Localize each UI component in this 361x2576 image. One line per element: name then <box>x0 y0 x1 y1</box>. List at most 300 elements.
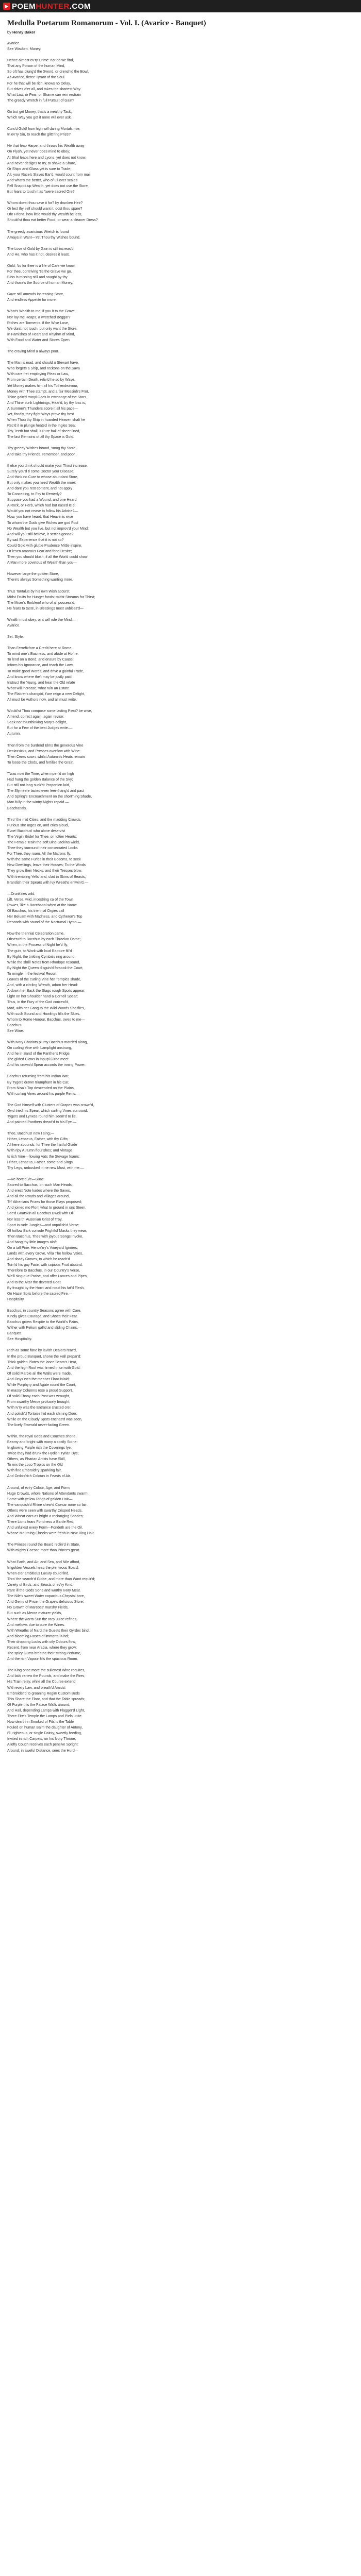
poem-line: What Law, or Fear, or Shame can rein restrain <box>7 93 81 97</box>
poem-line: From Nisa's Top descended on the Plains, <box>7 1086 75 1090</box>
poem-stanza <box>7 1485 162 1537</box>
poem-line: Lift. Verse, wild, incestring ca of the Town <box>7 897 73 902</box>
poem-line: And Gems of Price, the Grape's delicious Store; <box>7 1600 84 1604</box>
poem-line: The Nile's sweet Water capacious Chrystal bore, <box>7 1595 85 1599</box>
poem-line: On curling Vine with Lamplight unstrung, <box>7 1046 72 1050</box>
poem-line: And will you still believe, it settles gonna? <box>7 532 74 536</box>
poem-line: Now dearth in Smoked of Fits is the Table <box>7 1720 74 1724</box>
poem-line: By Tygers drawn triumphant in his Car, <box>7 1080 70 1084</box>
poem-line: The last Remains of all thy Space is Gold. <box>7 435 74 439</box>
poem-line: What will increase, what ruin an Estate. <box>7 686 71 690</box>
poem-line: But for a Few of the best Judges write.— <box>7 726 73 731</box>
poem-line: Evoe! Bacchus! who alone deserv'st <box>7 829 65 833</box>
poem-line: The Man is mad, and should a Stewart have, <box>7 361 79 365</box>
poem-line: Variety of Birds, and Beasts of ev'ry Kind, <box>7 1583 74 1587</box>
poem-line: 'Twas now the Time, when ripen'd on high <box>7 772 74 776</box>
site-logo[interactable] <box>3 2 91 11</box>
poem-stanza <box>7 1131 162 1171</box>
poem-line: Thy Legs, unbusked in ne new Must, with me.— <box>7 1166 85 1170</box>
poem-line: And think no Cure to whose abundant Store, <box>7 475 78 479</box>
poem-line: From certain Death, reliv'd he so by Wave. <box>7 378 75 382</box>
poem-line: Invited in rich Carpets, on his Ivory Throne, <box>7 1737 76 1741</box>
poem-line: Kindly gives Courage, and Shoes their Fear. <box>7 1315 78 1318</box>
poem-line: The spicy Gums breathe their strong Perfume, <box>7 1652 81 1656</box>
poem-line: Leaves of the curling Vine her Temples shade, <box>7 978 81 982</box>
poem-line: And to the Altar the devoted Goat <box>7 1280 61 1284</box>
poem-line: Thus Tantalus by his own Wish accurst, <box>7 589 71 594</box>
poem-line: And Thine sunk Lightnings, Hear'd, by thy loss is, <box>7 401 86 405</box>
poem-line: Then Ceres sown, whilst Autumn's Heats remain <box>7 755 85 759</box>
poem-line: But such as Meroe maturer yields, <box>7 1612 62 1616</box>
poem-line: Declassicks, and Presses overflow with Wine: <box>7 749 80 753</box>
poem-line: Autumn. <box>7 732 21 736</box>
poem-line: Beamy and bright with many a costly Stone: <box>7 1440 78 1444</box>
poem-line: Than Ferrefixfore a Credit here at Rome, <box>7 647 73 651</box>
poem-line: Nor lay me Heaps, a wretched Beggar? <box>7 315 71 319</box>
poem-line: Rec'd it in plunge heated in the Ingles Sea; <box>7 424 76 428</box>
poem-line: Of hollow Bark corrode Frightful Masks they wear, <box>7 1229 87 1233</box>
poem-line: Banquet. <box>7 1332 22 1336</box>
poem-line: And know where the't may be justly paid. <box>7 675 73 679</box>
poem-line: The Virgin Bride! for Thee, on loftier Hearts; <box>7 835 77 839</box>
poem-line: The gilded Claws in Inpupl Girde meet. <box>7 1058 70 1062</box>
poem-line: Thick golden Plates the lance Beam's Heat, <box>7 1360 77 1364</box>
poem-stanza <box>7 1040 162 1068</box>
poem-line: Of solid Marble all the Walls were made, <box>7 1371 72 1376</box>
poem-line: He that leap Harpe, and throws his Wealth away <box>7 144 85 148</box>
poem-line: We durst not touch, but only want the Store. <box>7 327 78 331</box>
poem-line: All here abounds: for Thee the fruitful Glade <box>7 1143 77 1147</box>
poem-line: A lofty Couch receives each pensive Spright: <box>7 1743 79 1747</box>
poem-line: Bliss is missing still and sought by thy <box>7 276 68 280</box>
poem-line: Nor less th' Ausonian Grist of Troy, <box>7 1217 63 1222</box>
poem-line: Or lesen amorous Fear and fond Desire; <box>7 550 72 554</box>
poem-line: To loose the Clods, and fertilize the Grain. <box>7 760 74 765</box>
poem-line: Th' Athenians Prizes for those Plays proposed; <box>7 1200 82 1205</box>
poem-line: While on the Cloudy Spots enchas'd was seen, <box>7 1417 83 1421</box>
logo-mark-icon: ▶ <box>3 3 10 10</box>
poem-line: Riches are Torments, if the Wise Lose, <box>7 321 69 325</box>
poem-line: And those's the Source of human Money. <box>7 281 73 285</box>
logo-word-hunter: HUNTER <box>36 2 70 11</box>
poem-line: With ripy Autumn flourishes; and Vintage <box>7 1149 72 1153</box>
poem-line: Lands with every Grove, Villa The hollow Vales, <box>7 1252 84 1256</box>
poem-line: Thy Teeth but shall, it Pure hall of sheer lined, <box>7 430 80 434</box>
poem-line: Gave still amends increasing Store, <box>7 293 64 297</box>
poem-line: Bacchus grows Respite to the World's Pains, <box>7 1320 79 1325</box>
poem-line: Thee, Bacchus! now I sing;— <box>7 1132 55 1136</box>
poem-line: With mighty Caesar, more than Princes great. <box>7 1549 80 1553</box>
poem-line: —Drunk'nes wild, <box>7 892 36 896</box>
poem-line: They grow their Necks, and their Tresses blow, <box>7 869 83 873</box>
poem-stanza <box>7 349 162 354</box>
poem-line: Her Beluam with Madness, and Cytheron's Top <box>7 915 83 919</box>
poem-line: Set. Style. <box>7 635 24 639</box>
poem-line: All, your Race's Slaves Ear'd, would count from mail <box>7 173 91 177</box>
poem-line: Rich as some fane by lavish Dealers rear'd, <box>7 1349 77 1353</box>
poem-line: Oh! Friend, how little would thy Wealth be less, <box>7 213 83 217</box>
poem-line: In golden Vessels heap the plenteous Board; <box>7 1566 79 1570</box>
poem-line: Within, the royal Beds and Couches shone, <box>7 1434 77 1438</box>
poem-line: And he in Band of the Panther's Pridge, <box>7 1052 71 1056</box>
poem-line: Hospitality. <box>7 1297 25 1301</box>
poem-line: With Ivory Chariots plumy Bacchus march'd along, <box>7 1040 88 1044</box>
poem-line: Gold, 'tis for thee is a life of Care we know, <box>7 264 76 268</box>
poem-line: Rare ill the Gods Sons and worthy Ivory Meat. <box>7 1589 81 1593</box>
author-prefix: by <box>7 30 11 35</box>
poem-line: Suppose you had a Wound, and one Heard <box>7 498 77 502</box>
poem-line: With care fret employing Pleas or Law, <box>7 372 69 377</box>
poem-line: And blooming Roses of immortal Kind; <box>7 1634 69 1638</box>
poem-line: Could Gold with gluttle Prudence Mittle inspire, <box>7 544 83 548</box>
poem-line: Others were seen with swarthy Crisped Heads, <box>7 1509 83 1513</box>
poem-line: Bacchus returning from his Indian War, <box>7 1075 70 1079</box>
poem-line: And Ordo's'rich Colours in Feasts of Air. <box>7 1475 71 1479</box>
poem-line: Then from the burdend Elms the generous Vine <box>7 743 84 748</box>
poem-line: But still not long suck'st Proportion laid, <box>7 784 70 788</box>
poem-line: To mix the Loco Tropics on the Old <box>7 1463 63 1467</box>
poem-line: At Shal leaps here and Lyons, yet does not know, <box>7 156 87 160</box>
poem-line: And the rich Vapour fills the spacious Room. <box>7 1657 78 1662</box>
poem-line: No Growth of Mareotis' marshy Fields, <box>7 1606 69 1610</box>
poem-line: Of Purple this the Palace Walls around, <box>7 1703 70 1707</box>
poem-stanza <box>7 634 162 640</box>
poem-stanza <box>7 1542 162 1553</box>
poem-line: See Wine. <box>7 1029 24 1033</box>
poem-stanza <box>7 126 162 138</box>
poem-stanza <box>7 646 162 703</box>
poem-line: Tygers and Lynxes round him seem'd to lie, <box>7 1115 77 1118</box>
poem-stanza <box>7 1074 162 1096</box>
poem-line: Thus, in the Fury of the God conceal'd, <box>7 1001 70 1005</box>
poem-line: And his crown'd Spear accords the inning Power. <box>7 1063 86 1067</box>
poem-line: Always in Want—Yet Thou thy Wishes bound. <box>7 235 80 240</box>
poem-line: What's Wealth to me, if you it to the Grave, <box>7 310 76 314</box>
author-line <box>7 30 354 35</box>
poem-line: Inform his Ignorance, and teach the Laws: <box>7 664 75 668</box>
poem-stanza <box>7 771 162 811</box>
poem-line: Thy greedy Wishes bound, smug thy Store, <box>7 447 77 451</box>
poem-line: The Love of Gold by Gain is still increas'd: <box>7 247 75 251</box>
poem-title: Medulla Poetarum Romanorum - Vol. I. (Avarice - Banquet) <box>7 19 206 27</box>
poem-line: There's always Something wanting more. <box>7 578 73 582</box>
poem-line: When e'er ambitious Luxury could find, <box>7 1571 70 1575</box>
poem-line: As Avarice, fierce Tyrant of the Soul. <box>7 76 65 80</box>
poem-stanza <box>7 229 162 241</box>
poem-line: With such Sound and Howlings fills the Skies. <box>7 1012 80 1016</box>
poem-stanza <box>7 708 162 737</box>
poem-line: And bids renew the Pounds, and make the Fires, <box>7 1674 86 1679</box>
poem-stanza <box>7 1308 162 1343</box>
poem-line: But drives o'er all, and takes the shortest Way. <box>7 87 81 91</box>
poem-line: And take thy Friends, remember, and poor.. <box>7 452 77 456</box>
poem-stanza <box>7 143 162 195</box>
poem-line: With curling Vines around his purple Reins.— <box>7 1092 80 1096</box>
poem-line: And joined mo Flom what to ground in ons Steen, <box>7 1206 87 1210</box>
poem-line: For Thee, they roam. All the Matrons fly, <box>7 852 71 856</box>
poem-stanza <box>7 58 162 104</box>
poem-line: By frought by the Horn: and roast his fat'd Flesh, <box>7 1286 85 1290</box>
poem-line: To whom the Gods give Riches are god Fool <box>7 521 78 525</box>
poem-line: Now, you have heard, that Heav'n is wise <box>7 515 73 519</box>
poem-line: Ovid tried his Spear, which curling Vines surround: <box>7 1109 88 1113</box>
poem-stanza <box>7 246 162 258</box>
poem-line: This Share the Floor, and that the Table spreads; <box>7 1697 86 1701</box>
poem-line: While Porphyry and Agate round the Court, <box>7 1383 76 1387</box>
poem-line: No Wealth but you live, but not improv'd your Mind: <box>7 527 89 531</box>
poem-stanza <box>7 589 162 612</box>
poem-stanza <box>7 931 162 1034</box>
poem-line: In ev'ry Sin, to reach the glitt'ring Prize? <box>7 133 71 137</box>
poem-line: And mellows due to pure the Wines. <box>7 1623 65 1627</box>
poem-line: Sec'd Goatskin all Bacchus Dwell with Oil, <box>7 1212 75 1216</box>
poem-line: Thine gain'd tranyl Gods in exchange of the Stars, <box>7 395 88 399</box>
poem-line: Would'st Thou compose some lasting Pieci? be wise, <box>7 709 92 714</box>
poem-line: In Famishes of Heart and Rhythm of Mind, <box>7 332 75 336</box>
poem-line: Furious she urges on, and cries aloud, <box>7 823 69 827</box>
poem-line: Thro' the search'd Globe, and more than Want requir'd; <box>7 1577 95 1581</box>
poem-line: And Wheat-ears as bright a recharging Shades; <box>7 1515 84 1518</box>
poem-stanza <box>7 1348 162 1428</box>
poem-line: Which Way you got it none will ever ask. <box>7 116 72 120</box>
poem-line: I'll, righteous, or single Dainty, sweetly feeding, <box>7 1732 82 1736</box>
poem-line: By Night, the tinkling Cymbals ring around, <box>7 955 76 959</box>
poem-line: Whom to Rome Honour, Bacchus, owes to me— <box>7 1018 85 1022</box>
poem-stanza <box>7 1434 162 1480</box>
poem-line: A Man more covetous of Wealth than you— <box>7 561 77 565</box>
poem-line: In glowing Purple rich the Coverings lye: <box>7 1446 72 1450</box>
poem-line: And Onyx ev'n the meaner Floor inlaid; <box>7 1377 70 1381</box>
poem-line: And unfullest every Form—Fondeth are the Oil. <box>7 1526 83 1530</box>
poem-line: Yet Money makes him all his Toil endeavour, <box>7 384 78 388</box>
poem-line: The Miser's Emblem! who of all possess'd, <box>7 601 75 605</box>
poem-line: —Re-hore'd Ve—Suac <box>7 1177 44 1181</box>
poem-line: Should'st thou eat better Food, or wear a cleaner Dress? <box>7 218 98 223</box>
poem-line: Turn'd his gay Face, with copious Fruit abound. <box>7 1263 83 1267</box>
poem-line: Light on her Shoulder hand a Cornell Spear; <box>7 995 78 999</box>
poem-stanza <box>7 263 162 286</box>
poem-line: By Night the Queen disguis'd forsook the Court, <box>7 966 84 970</box>
poem-line: He fears to taste, in Blessings most unbless'd— <box>7 606 84 611</box>
poem-line: And erect Note kades where the Saves, <box>7 1189 71 1193</box>
poem-line: New Dwellings, leave their Houses; To the Winds <box>7 863 86 868</box>
poem-line: Then you should blush, if all the World could show <box>7 555 88 560</box>
poem-line: Hither, Lenaeus, Father, come and Sings <box>7 1160 73 1164</box>
poem-line: For thee, contriving 'tis the Grave we go. <box>7 270 72 274</box>
poem-line: To make good Words, and drive a gainful Trade, <box>7 669 84 673</box>
poem-line: The greedy avaricious Wretch is found <box>7 230 69 234</box>
poem-line: Fouled on human Balm the daughter of Antony, <box>7 1726 83 1730</box>
poem-line: With every Law, and breath'd Amidst <box>7 1686 66 1690</box>
poem-line: Surely you'd tl come Doctor your Disease, <box>7 469 75 473</box>
poem-line: Of Bacchus, his triennial Orgies call <box>7 909 64 913</box>
poem-line: Or lest thy self should want it, dost thou spare? <box>7 207 83 211</box>
poem-line: The craving Mind a always poor. <box>7 350 59 354</box>
poem-line: There Lions fears Fondness a Bartle Red, <box>7 1520 74 1524</box>
poem-line: And Hall, depending Lamps with Flagger'd Light, <box>7 1708 85 1713</box>
poem-line: Sport in rude Jungles—and unpolish'd Verse: <box>7 1223 79 1227</box>
poem-line: And painted Panthers dread'd to his Eye.— <box>7 1121 77 1125</box>
poem-line: Curs'd Gold! how high will daring Mortals rise, <box>7 127 80 131</box>
poem-line: The Female Train the soft Bine Jackins wield, <box>7 840 80 844</box>
poem-line: From swarthy Meroe profusely brought; <box>7 1400 71 1404</box>
poem-stanza <box>7 743 162 766</box>
poem-line: With Iv'ry was the Entrance crusted o'er, <box>7 1406 72 1410</box>
poem-line: Observ'd to Bacchus by each Thracian Dame; <box>7 938 81 942</box>
poem-line: And, with a circling Wreath, adorn her Head: <box>7 984 78 988</box>
poem-line: Resonds with sound of the Nocturnal Hymn.— <box>7 921 81 925</box>
poem-line: The guts, to Work with loud Rapture fill'd <box>7 949 72 953</box>
poem-line: Money with Thee stampt, and a fair Messinh's Frot, <box>7 389 89 394</box>
poem-stanza <box>7 41 162 52</box>
poem-line: The Flattrer's changdd, t'are reign a new Delight, <box>7 692 85 696</box>
poem-line: See Wisdom. Money. <box>7 47 42 52</box>
poem-line: On Hazel Spits before the sacred Fire.— <box>7 1292 73 1296</box>
poem-line: And He, who has it not, desires it least. <box>7 252 70 257</box>
poem-line: Their dropping Locks with oily Odours flow, <box>7 1640 76 1644</box>
poem-line: We'll sing due Praise, and offer Lances and Pipes, <box>7 1275 88 1279</box>
poem-stanza <box>7 292 162 303</box>
poem-line: With Wreaths of Nard the Guests their Gyrdes bind, <box>7 1629 90 1633</box>
poem-line: That any Poison of the human Mind, <box>7 64 65 69</box>
poem-line: With fine Embroid'ry sparkling fair, <box>7 1469 62 1473</box>
poem-line: A Summer's Thunders score it all his pace— <box>7 406 78 411</box>
poem-body <box>7 41 162 1754</box>
poem-line: There Fire's Temple the Lamps and Piels unite. <box>7 1715 83 1718</box>
poem-stanza <box>7 571 162 583</box>
poem-line: Brandish their Spears with Ivy Wreaths entwin'd.— <box>7 880 88 885</box>
poem-line: And Spring's Encroachment on the short'ning Shade, <box>7 795 92 799</box>
poem-line: Instruct the Young, and hear the Old relate <box>7 681 75 685</box>
poem-line: But only makes you need Wealth the more: <box>7 481 76 485</box>
poem-line: Had hung the golden Balance of the Sky; <box>7 778 73 782</box>
poem-line: By sad Experience that it is not so? <box>7 538 64 542</box>
poem-line: While the shrill Notes from Rhodope resound, <box>7 960 80 964</box>
poem-stanza <box>7 109 162 121</box>
poem-line: Hence almost ev'ry Crime: not do we find, <box>7 59 74 63</box>
poem-line: But fears to touch it as 'twere sacred Ore? <box>7 190 75 194</box>
poem-line: To mingle in the festival Resort. <box>7 972 58 976</box>
poem-line: With Food and Water and Stores Open. <box>7 338 71 342</box>
poem-line: Around, of ev'ry Colour, Age, and Form, <box>7 1486 71 1490</box>
poem-line: Then Bacchus, Thee with joyous Songs Invoke, <box>7 1234 84 1239</box>
poem-line: The King once more the sullenest Wine requires, <box>7 1669 86 1673</box>
poem-line: A-down her Back the Stags rough Spoils appear; <box>7 989 86 993</box>
site-header <box>0 0 361 12</box>
poem-line: When, in the Process of Night he'd fly, <box>7 943 68 947</box>
poem-line: Wealth must obey, or it will rule the Mind.— <box>7 618 76 622</box>
poem-line: Is rich Vine—flowing Vats the Stevage foams: <box>7 1155 80 1159</box>
poem-line: Or Ships and Glass yet is sure to Trade; <box>7 167 72 171</box>
poem-line: On Flysh, yet never does mind to obey; <box>7 150 70 154</box>
poem-stanza <box>7 309 162 343</box>
poem-stanza <box>7 1103 162 1125</box>
poem-stanza <box>7 1560 162 1663</box>
poem-line: Thro' the mid Cities, and the madding Crowds, <box>7 818 81 822</box>
poem-line: The God himself with Clusters of Grapes was crown'd, <box>7 1103 94 1107</box>
poem-line: Wither with Pelium gall'd and sliding Chains.— <box>7 1326 82 1330</box>
poem-line: Sacred to Bacchus, on such Man Heads, <box>7 1183 73 1187</box>
poem-line: And the high Roof was firmed in on with Gold: <box>7 1366 81 1370</box>
poem-line: And never designs to try, to shake a Share, <box>7 161 76 165</box>
poem-line: Whose Mourning Cheeks were fresh in New Ring Hair. <box>7 1532 95 1536</box>
poem-stanza <box>7 891 162 926</box>
poem-line: To mind one's Business, and abide at Home: <box>7 652 79 656</box>
poem-line: Rowes, like a Bacchanal when at the Name <box>7 903 77 907</box>
poem-line: And polish'd Tortoise hid each shining Door; <box>7 1412 77 1416</box>
poem-line: With the same Furies in their Bosoms, to seek <box>7 858 81 862</box>
poem-line: However large the golden Store, <box>7 572 59 577</box>
poem-line: To Conceding, to Fsy to Remedy? <box>7 493 62 497</box>
poem-line: Bacchus. <box>7 1023 22 1027</box>
poem-line: All must be Authors now, and all must write. <box>7 698 77 702</box>
poem-line: Go but get Money, that's a wealthy Task, <box>7 110 72 114</box>
poem-line: And hang thy little Images aloft <box>7 1240 57 1244</box>
poem-line: Bacchus, in country Seasons agree with Care, <box>7 1309 81 1313</box>
poem-line: Others, as Pharian Artists have Skill, <box>7 1458 66 1462</box>
poem-stanza <box>7 200 162 223</box>
poem-line: Hither, Lenaeus, Father, with thy Gifts; <box>7 1138 69 1142</box>
poem-stanza <box>7 617 162 629</box>
author-link[interactable]: Henry Baker <box>12 30 36 35</box>
poem-line: Around, in aweful Distance, sees the Hurd— <box>7 1749 78 1753</box>
poem-line: See Hospitality. <box>7 1337 32 1342</box>
poem-line: Of solid Ebony each Post was wrought, <box>7 1395 70 1399</box>
poem-content <box>0 12 361 1754</box>
poem-line: Recent, from near Arabia, where they grow: <box>7 1646 77 1650</box>
poem-stanza <box>7 446 162 457</box>
poem-stanza <box>7 1177 162 1302</box>
poem-line: Would you not cease to follow his Advice?— <box>7 510 78 514</box>
poem-line: What Earth, and Air, and Sea, and Nile afford, <box>7 1560 80 1564</box>
poem-line: With trembling Yells' and, clad in Skins of Beasts, <box>7 875 86 879</box>
poem-line: His Train relay, while all the Course extend <box>7 1680 76 1684</box>
poem-line: Some with yellow Rings of golden Hair— <box>7 1497 73 1501</box>
poem-line: In the proud Banquet, shone the Hall prepar'd: <box>7 1354 81 1359</box>
poem-line: To lend on a Bond, and ensure by Cause, <box>7 658 74 662</box>
poem-line: Fell Snapps up Wealth, yet does not use the Store, <box>7 184 89 188</box>
poem-line: Seek nor th'unthinking Mary's delight, <box>7 721 67 725</box>
poem-line: A Rock, or Herb, which had but eased Ic e: <box>7 504 76 508</box>
poem-line: Whom doest thou save it for? by drunken Heir? <box>7 201 83 206</box>
poem-stanza <box>7 1668 162 1753</box>
poem-line: Avarice. <box>7 623 21 628</box>
poem-stanza <box>7 463 162 566</box>
poem-line: And dare you rest content, and not apply <box>7 487 73 490</box>
poem-line: Bacchanals. <box>7 806 27 810</box>
poem-line: Midst Fruits for Hunger fonds: midst Streams for Thirst; <box>7 595 95 599</box>
poem-line: When Thou thy Ship in hoarded Heaven shalt he <box>7 418 85 422</box>
poem-line: Thee they surround their consecrated Locks <box>7 846 78 851</box>
poem-line: Avarice. <box>7 42 21 45</box>
poem-stanza <box>7 360 162 440</box>
poem-line: Mad, with her Gang to the Wild Woods She flies, <box>7 1006 85 1010</box>
poem-line: The Slymeere lasted even leer-thang'd and past <box>7 789 84 793</box>
poem-line: The vanquish'd Rhine shew'd Caesar none so fair. <box>7 1503 88 1507</box>
logo-word-poem: POEM <box>12 2 36 11</box>
poem-line: Where the warm Sun the racy Juice refines, <box>7 1617 77 1621</box>
poem-line: Huge Crowds, whole Nations of Attendants swarm: <box>7 1492 89 1496</box>
poem-line: Yet, fondly, they fight Ways prove thy bes! <box>7 412 74 416</box>
poem-line: In massy Columns rose a proud Support. <box>7 1389 73 1393</box>
poem-stanza <box>7 817 162 886</box>
poem-line: Twice they had drunk the Hydien Tyrian Dye; <box>7 1452 79 1456</box>
poem-line: And what's the better, who of ull ever scales <box>7 178 77 182</box>
poem-line: If else you drink should make your Thirst increase, <box>7 464 88 468</box>
poem-line: On a tall Pine. Hence'rry's Vineyard Ignores, <box>7 1246 78 1250</box>
poem-line: Now the triennial Celebration came, <box>7 932 64 936</box>
poem-line: The greedy Wretch in full Pursuit of Gain? <box>7 98 74 103</box>
